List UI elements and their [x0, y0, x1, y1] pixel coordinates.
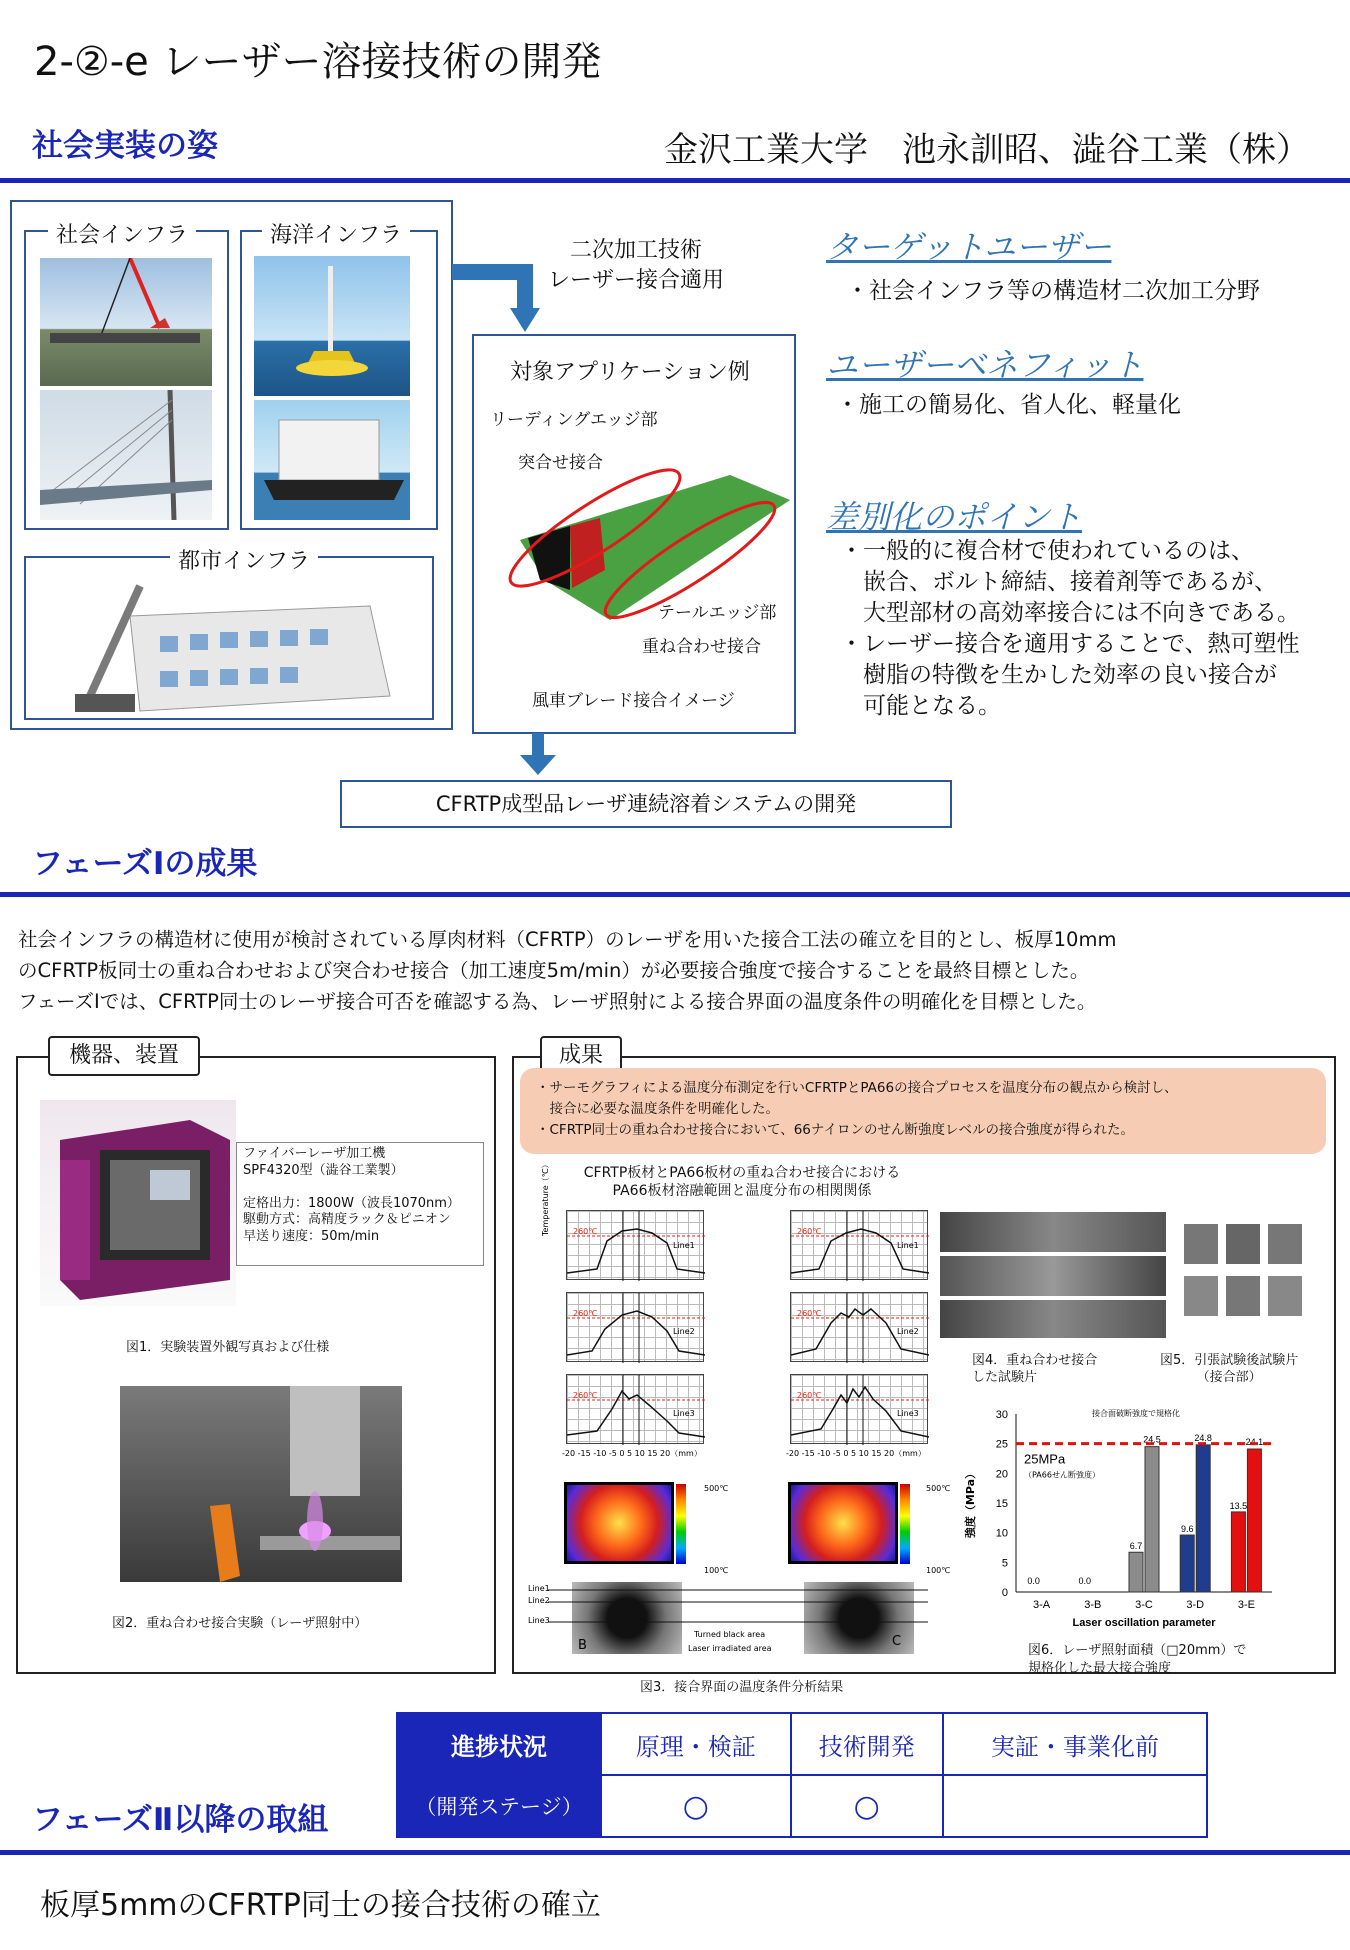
- temp-graph-line2: [566, 1292, 704, 1362]
- page-title: 2-②-e レーザー溶接技術の開発: [34, 39, 602, 85]
- line2-label: Line2: [528, 1596, 550, 1605]
- bar-3-d-b: [1196, 1445, 1210, 1592]
- wind-blade-caption: 風車ブレード接合イメージ: [532, 691, 735, 711]
- butt-joint-label: 突合せ接合: [518, 453, 603, 473]
- temp-graph-line3: [566, 1374, 704, 1444]
- y-tick-label: 25: [995, 1438, 1008, 1451]
- results-summary: ・サーモグラフィによる温度分布測定を行いCFRTPとPA66の接合プロセスを温度分布の観点から検討し、 接合に必要な温度条件を明確化した。 ・CFRTP同士の重ね合わせ接合において、66ナイロンのせん断強度レベルの接合強度が得られた。: [520, 1068, 1326, 1154]
- x-tick-label: 3-A: [1033, 1599, 1051, 1611]
- photo-laser-machine: [40, 1100, 236, 1306]
- temp-graph-line2-right: [790, 1292, 928, 1362]
- y-tick-label: 0: [1001, 1587, 1008, 1599]
- lap-joint-label: 重ね合わせ接合: [642, 637, 761, 657]
- t260-label: 260℃: [573, 1391, 598, 1400]
- ocean-infra-label: 海洋インフラ: [262, 218, 410, 249]
- temp-graph-line1-right: [790, 1210, 928, 1280]
- data-label: 0.0: [1027, 1576, 1040, 1586]
- fig6-caption: 図6．レーザ照射面積（□20mm）で 規格化した最大接合強度: [1028, 1643, 1247, 1676]
- bar-3-c-a: [1129, 1552, 1143, 1592]
- section-phase1-results: フェーズⅠの成果: [32, 846, 258, 882]
- t260-label: 260℃: [797, 1391, 822, 1400]
- stage-mark-development: ○: [791, 1775, 943, 1837]
- y-tick-label: 15: [995, 1498, 1008, 1510]
- divider: [0, 892, 1350, 897]
- differentiation-text: ・一般的に複合材で使われているのは、 嵌合、ボルト締結、接着剤等であるが、 大型部材の高効率接合には不向きである。 ・レーザー接合を適用することで、熱可塑性 樹脂の特徴を生かした効率の良い接合が 可能となる。: [840, 538, 1300, 719]
- stage-table-subheader: （開発ステージ）: [397, 1775, 601, 1837]
- data-label: 24.5: [1143, 1434, 1161, 1445]
- thermal-image-right: [788, 1482, 898, 1564]
- t260-label: 260℃: [573, 1227, 598, 1236]
- phase2-goal: 板厚5mmのCFRTP同士の接合技術の確立: [40, 1888, 601, 1923]
- equipment-label: 機器、装置: [48, 1036, 200, 1076]
- x-tick-label: 3-C: [1135, 1599, 1153, 1611]
- stage-mark-demonstration: [943, 1775, 1207, 1837]
- photo-bridge-crane: [40, 258, 212, 386]
- data-label: 24.8: [1194, 1432, 1212, 1443]
- wind-blade-diagram: [500, 420, 790, 620]
- photo-offshore-wind: [254, 256, 410, 396]
- t260-label: 260℃: [797, 1227, 822, 1236]
- x-tick-label: 3-D: [1186, 1599, 1205, 1611]
- target-user-heading: ターゲットユーザー: [826, 228, 1112, 266]
- t100-left: 100℃: [704, 1566, 729, 1575]
- urban-infra-label: 都市インフラ: [170, 544, 318, 575]
- stage-col-demonstration: 実証・事業化前: [943, 1713, 1207, 1775]
- reference-label: 25MPa: [1024, 1451, 1066, 1467]
- section-phase2: フェーズⅡ以降の取組: [32, 1802, 329, 1838]
- thermal-scale-right: [900, 1484, 910, 1564]
- bar-3-c-b: [1145, 1447, 1159, 1592]
- development-stage-table: [396, 1712, 1208, 1838]
- divider: [0, 178, 1350, 183]
- x-ticks-left: -20 -15 -10 -5 0 5 10 15 20（mm）: [562, 1449, 702, 1458]
- leading-edge-label: リーディングエッジ部: [490, 410, 658, 430]
- temp-graph-line3-right: [790, 1374, 928, 1444]
- y-tick-label: 5: [1001, 1557, 1008, 1570]
- point-c-label: C: [892, 1634, 902, 1649]
- photo-ship: [254, 400, 410, 520]
- line3-label: Line3: [897, 1409, 919, 1418]
- down-arrow-icon: [520, 733, 556, 777]
- y-axis-label: 強度（MPa）: [964, 1467, 977, 1539]
- line2-label: Line2: [673, 1327, 695, 1336]
- thermal-scale-left: [676, 1484, 686, 1564]
- x-ticks-right: -20 -15 -10 -5 0 5 10 15 20（mm）: [786, 1449, 926, 1458]
- t260-label: 260℃: [797, 1309, 822, 1318]
- secondary-processing-label: 二次加工技術 レーザー接合適用: [548, 238, 725, 293]
- user-benefit-heading: ユーザーベネフィット: [826, 346, 1144, 384]
- photo-modular-building: [70, 576, 410, 714]
- x-tick-label: 3-E: [1237, 1599, 1255, 1611]
- target-user-text: ・社会インフラ等の構造材二次加工分野: [846, 278, 1260, 304]
- fig1-caption: 図1．実験装置外観写真および仕様: [126, 1340, 330, 1355]
- social-infra-label: 社会インフラ: [48, 218, 196, 249]
- bar-3-e-b: [1247, 1449, 1261, 1592]
- stage-mark-principle: ○: [601, 1775, 791, 1837]
- x-axis-label: Laser oscillation parameter: [1072, 1617, 1216, 1629]
- bar-3-d-a: [1180, 1535, 1194, 1592]
- point-b-label: B: [578, 1638, 587, 1653]
- photo-cable-bridge: [40, 390, 212, 520]
- fig4-caption: 図4．重ね合わせ接合 した試験片: [972, 1353, 1098, 1385]
- fig3-caption: 図3．接合界面の温度条件分析結果: [640, 1680, 844, 1695]
- reference-sublabel: （PA66せん断強度）: [1024, 1470, 1100, 1480]
- fig5-caption: 図5．引張試験後試験片 （接合部）: [1160, 1353, 1299, 1385]
- data-label: 24.1: [1245, 1437, 1264, 1448]
- flow-arrow-icon: [450, 262, 560, 336]
- divider: [0, 1850, 1350, 1855]
- laser-irradiated-label: Laser irradiated area: [688, 1644, 772, 1653]
- temp-graph-line1: [566, 1210, 704, 1280]
- data-label: 0.0: [1078, 1576, 1092, 1586]
- y-tick-label: 10: [995, 1527, 1008, 1540]
- line2-label: Line2: [897, 1327, 919, 1336]
- joint-interface-photos: [528, 1582, 928, 1654]
- data-label: 13.5: [1229, 1500, 1248, 1511]
- t100-right: 100℃: [926, 1566, 951, 1575]
- application-title: 対象アプリケーション例: [510, 360, 750, 385]
- fig2-caption: 図2．重ね合わせ接合実験（レーザ照射中）: [112, 1616, 368, 1631]
- temperature-ylabel: Temperature（℃）: [541, 1160, 550, 1236]
- line1-label: Line1: [897, 1241, 919, 1250]
- lap-specimen-photos: [940, 1212, 1166, 1338]
- phase1-description: 社会インフラの構造材に使用が検討されている厚肉材料（CFRTP）のレーザを用いた接合工法の確立を目的とし、板厚10mm のCFRTP板同士の重ね合わせおよび突合わせ接合（加工速度5m/min）が必要接合強度で接合することを最終目標とした。 フェーズⅠでは、CFRTP同士のレーザ接合可否を確認する為、レーザ照射による接合界面の温度条件の明確化を目標とした。: [18, 928, 1117, 1013]
- laser-spec-box: ファイバーレーザ加工機 SPF4320型（澁谷工業製） 定格出力：1800W（波長1070nm） 駆動方式：高精度ラック＆ピニオン 早送り速度：50m/min: [236, 1142, 484, 1266]
- user-benefit-text: ・施工の簡易化、省人化、軽量化: [836, 392, 1181, 418]
- data-label: 6.7: [1129, 1541, 1143, 1552]
- t500-right: 500℃: [926, 1484, 951, 1493]
- stage-col-development: 技術開発: [791, 1713, 943, 1775]
- stage-col-principle: 原理・検証: [601, 1713, 791, 1775]
- line1-label: Line1: [528, 1584, 550, 1593]
- y-tick-label: 30: [995, 1409, 1008, 1421]
- thermal-image-left: [564, 1482, 674, 1564]
- chart-annotation: 接合面破断強度で規格化: [1092, 1409, 1180, 1418]
- data-label: 9.6: [1180, 1524, 1194, 1535]
- line3-label: Line3: [673, 1409, 695, 1418]
- x-tick-label: 3-B: [1084, 1599, 1102, 1611]
- system-development-box: CFRTP成型品レーザ連続溶着システムの開発: [340, 780, 952, 828]
- turned-black-label: Turned black area: [694, 1630, 766, 1639]
- line3-label: Line3: [528, 1616, 550, 1625]
- stage-table-header: 進捗状況: [397, 1713, 601, 1775]
- line1-label: Line1: [673, 1241, 695, 1250]
- differentiation-heading: 差別化のポイント: [826, 498, 1083, 536]
- bar-3-e-a: [1231, 1512, 1245, 1592]
- t260-label: 260℃: [573, 1309, 598, 1318]
- y-tick-label: 20: [995, 1468, 1008, 1481]
- results-label: 成果: [540, 1036, 622, 1076]
- photo-laser-irradiation: [120, 1386, 402, 1582]
- trailing-edge-label: テールエッジ部: [658, 603, 777, 623]
- t500-left: 500℃: [704, 1484, 729, 1493]
- affiliation: 金沢工業大学 池永訓昭、澁谷工業（株）: [664, 130, 1310, 170]
- tensile-specimen-photos: [1184, 1224, 1304, 1330]
- joint-strength-chart: [960, 1400, 1300, 1640]
- temperature-graph-title: CFRTP板材とPA66板材の重ね合わせ接合における PA66板材溶融範囲と温度分布の相関関係: [583, 1165, 901, 1199]
- section-social-implementation: 社会実装の姿: [32, 128, 218, 164]
